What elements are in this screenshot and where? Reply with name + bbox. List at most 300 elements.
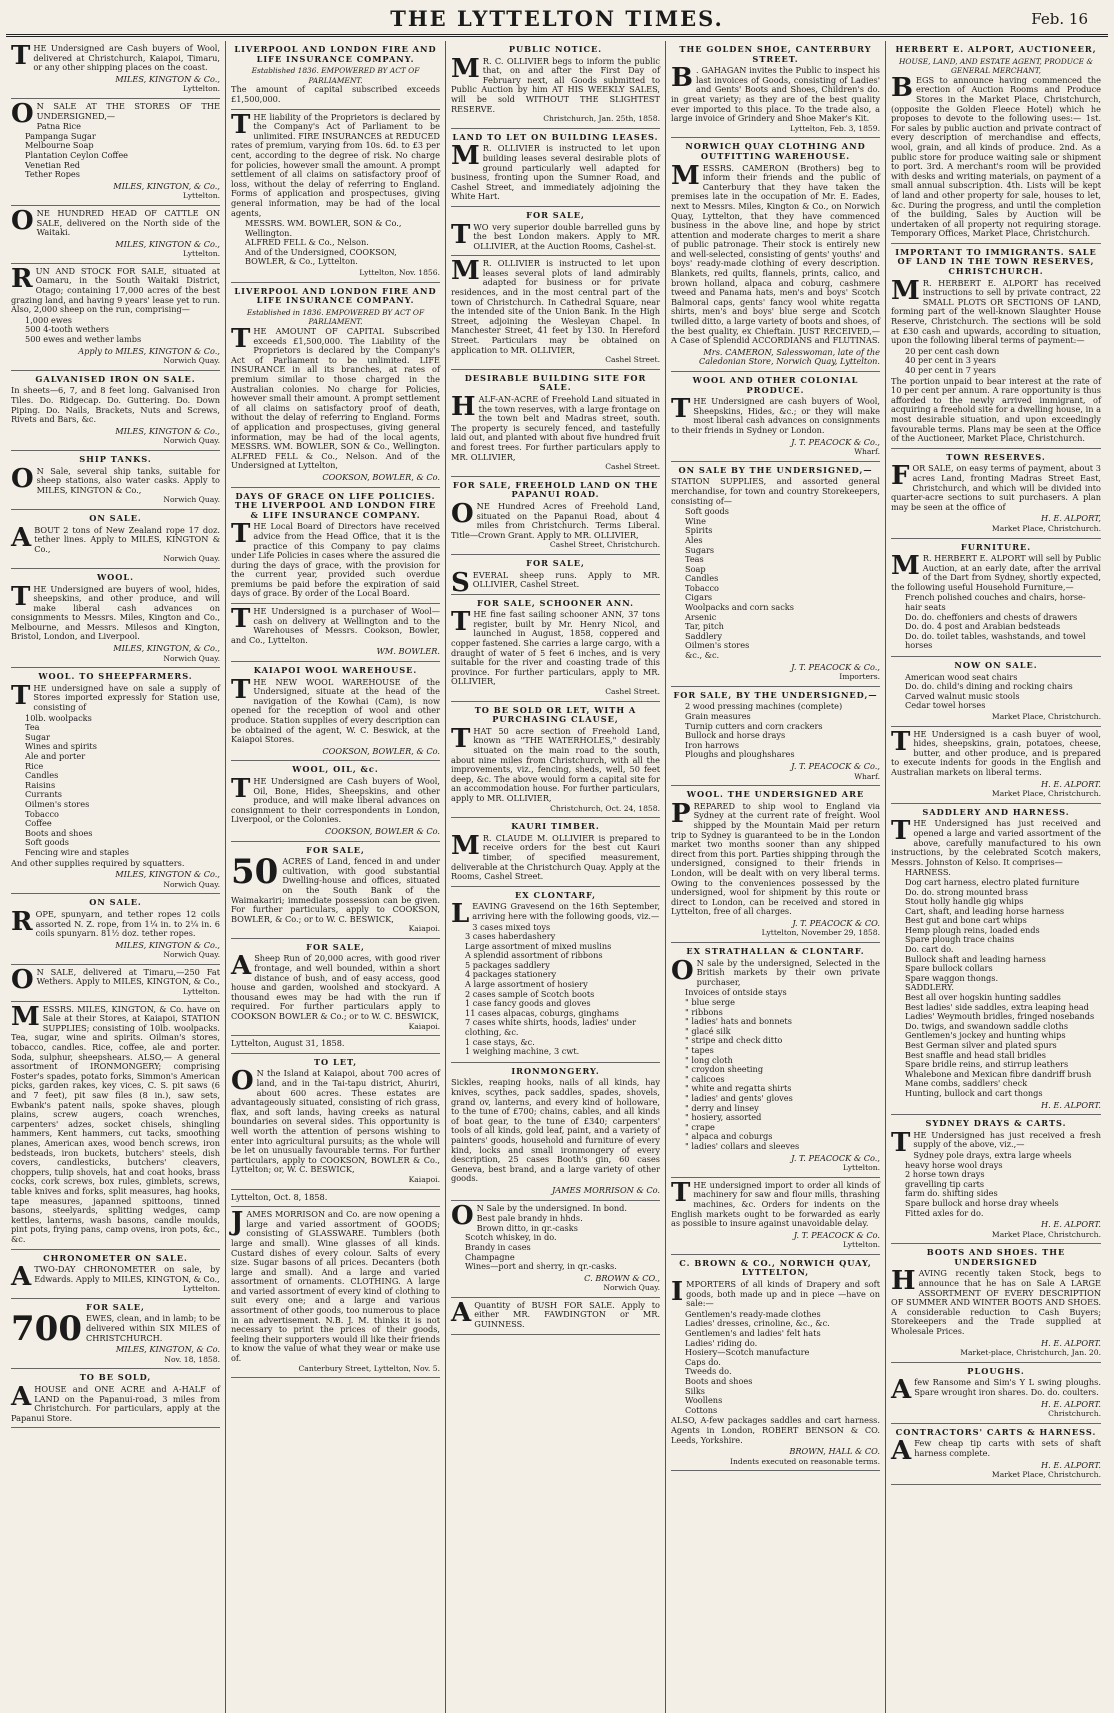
ad-body (671, 160, 880, 346)
ad-item: Arsenic (685, 611, 717, 622)
ad-drop-capital: O (231, 1066, 254, 1097)
ad-item: Iron harrows (685, 739, 740, 750)
ad-drop-capital: O (11, 205, 34, 236)
ad-body (891, 816, 1101, 867)
ad-body-text: R. HERBERT E. ALPORT will sell by Public Auction, at an early date, after the arrival of the Dart from Sydney, shortly expected, the following useful Household Furniture,— (891, 553, 1102, 592)
ad-item: Do. do. cheffoniers and chests of drawers (905, 611, 1078, 622)
ad-item: 40 per cent in 7 years (905, 365, 996, 375)
advertisement (231, 1054, 440, 1190)
advertisement (891, 657, 1101, 727)
ad-heading: CHRONOMETER ON SALE. (43, 1252, 188, 1263)
ad-drop-capital: T (231, 109, 251, 140)
ad-heading: ON SALE. (89, 897, 142, 908)
ad-item: Candles (685, 573, 719, 584)
ad-body-text: Sheep Run of 20,000 acres, with good river frontage, and well bounded, within a short distance of bush, and of easy access, good house and garden, woolshed and stockyard. A thousand ewes may be had with the run if required. For further particulars apply to COOKSON BOWLER & Co.; or to W. C. BESWICK, (231, 953, 440, 1022)
ad-place-date: Market Place, Christchurch. (991, 1470, 1101, 1480)
ad-item: Silks (685, 1385, 706, 1396)
advertisement (891, 449, 1101, 539)
ad-signature: H. E. ALPORT. (1041, 1459, 1101, 1470)
ad-body-text: HE undersigned import to order all kinds of machinery for saw and flour mills, thrashing machines, &c. Orders for indents on the English markets ought to be forwarded as early as possible to insure against unavoidable delay. (671, 1179, 880, 1229)
ad-item: Ladies' dresses, crinoline, &c., &c. (685, 1318, 830, 1329)
ad-item: farm do. shifting sides (905, 1188, 998, 1199)
ad-item: Bullock and horse drays (685, 730, 786, 741)
ad-item: Tea (25, 722, 40, 733)
ad-drop-capital: M (451, 830, 480, 861)
advertisement (231, 1190, 440, 1208)
ad-item: Tether Ropes (25, 169, 80, 180)
advertisement (891, 244, 1101, 449)
ad-item-list (245, 219, 440, 267)
ad-item: 5 packages saddlery (465, 959, 550, 970)
ad-signature: C. BROWN & CO., (584, 1272, 660, 1283)
ad-signature: COOKSON, BOWLER, & Co. (322, 471, 440, 482)
advertisement (11, 1250, 220, 1299)
ad-place-date: Lyttelton. (182, 987, 220, 997)
ad-item-list (685, 702, 880, 760)
ad-item: " blue serge (685, 997, 735, 1008)
ad-heading: PUBLIC NOTICE. (508, 44, 603, 54)
ad-item: " tapes (685, 1045, 714, 1055)
ad-drop-capital: T (231, 674, 251, 705)
ad-item: Wines—port and sherry, in qr.-casks. (465, 1261, 617, 1272)
ad-item: " ladies' hats and bonnets (685, 1016, 792, 1027)
ad-item: Best gut and bone cart whips (905, 915, 1027, 926)
ad-body-text: R. C. OLLIVIER begs to inform the public that, on and after the First Day of February next, all Goods submitted to Public Auction by him AT HIS WEEKLY SALES, will be sold WITHOUT THE SLIGHTEST RESERVE. (451, 55, 660, 114)
ad-body (231, 1207, 440, 1364)
ad-heading: PLOUGHS. (967, 1365, 1025, 1376)
ad-body-text: ESSRS. CAMERON (Brothers) beg to inform their friends and the public of Canterbury that they have taken the premises late in the occupation of Mr. E. Eades, next to Messrs. Miles, Kington & Co., on Norwich Quay, Lyttelton, that they have commenced business in the above line, and hope by strict attention and moderate charges to merit a share of public patronage. Their stock is entirely new and well-selected, consisting of gents' youths' and boys' ready-made clothing of every description. Blankets, red quilts, flannels, prints, calico, and brown holland, alpaca and coburg, cashmere tweed and Panama hats, men's and boys' Scotch Balmoral caps, gents' fancy wool white regatta shirts, men's and boys' blue serge and Scotch twilled ditto, a large variety of boots and shoes, of the best quality, ex Chieftain. JUST RECEIVED,— A Case of Splendid ACCORDIANS and FLUTINAS. (671, 162, 880, 346)
ad-signature: H. E. ALPORT, (1041, 513, 1101, 524)
ad-body (451, 567, 660, 598)
ad-body-text: HE Undersigned are Cash buyers of Wool, delivered at Christchurch, Kaiapoi, Timaru, or any other shipping places on the coast. (33, 43, 220, 73)
ad-signature: MILES, KINGTON, & Co., (113, 643, 220, 654)
ad-signature: Apply to MILES, KINGTON & Co., (78, 345, 220, 356)
ad-item: Scotch whiskey, in do. (465, 1232, 557, 1243)
ad-item: 4 packages stationery (465, 969, 557, 980)
ad-heading: TOWN RESERVES. (946, 451, 1046, 462)
ad-drop-capital: O (11, 463, 34, 494)
advertisement (451, 256, 660, 370)
advertisement (231, 283, 440, 488)
ad-heading: WOOL. THE UNDERSIGNED ARE (686, 789, 865, 800)
ad-place-date: Wharf. (854, 447, 880, 457)
ad-item: 2 horse town drays (905, 1169, 985, 1180)
ad-body-text: HE fine fast sailing schooner ANN, 37 tons register, built by Mr. Henry Nicol, and launched in August, 1858, coppered and copper fastened. She carries a large cargo, with a draught of water of 5 feet 6 inches, and is very suitable for the river and coasting trade of this province. For further particulars, apply to MR. OLLIVIER, (451, 609, 660, 687)
ad-item: Oilmen's stores (685, 640, 750, 651)
ad-item-list (905, 1151, 1101, 1218)
ad-large-number: 50 (231, 852, 279, 893)
ad-item: Carved walnut music stools (905, 690, 1020, 701)
ad-item: Gentlemen's jockey and hunting whips (905, 1030, 1066, 1041)
ad-body-text: TWO-DAY CHRONOMETER on sale, by Edwards. Apply to MILES, KINGTON, & Co., (34, 1264, 220, 1284)
ad-body (451, 607, 660, 687)
ad-body (231, 324, 440, 471)
ad-drop-capital: O (11, 964, 34, 995)
ad-item-list (685, 1310, 880, 1416)
ad-place-date: Lyttelton, Nov. 1856. (359, 268, 440, 278)
ad-body-text: EGS to announce having commenced the erection of Auction Rooms and Produce Stores in the Market Place, Christchurch, (opposite the Golden Fleece Hotel) which he proposes to devote to the following uses:— 1st. For sales by public auction and private contract of every description of merchandise and effects, wool, grain, and all kinds of produce. 2nd. As a public store for produce waiting sale or shipment to port. 3rd. A merchant's room will be provided with desks and writing materials, on payment of a small annual subscription. 4th. Lists will be kept of land and other property for sale, houses to let, &c. During the progress, and until the completion of the building, Sales by Auction will be undertaken of all property not requiring storage. Temporary Offices, Market Place, Christchurch. (891, 74, 1101, 239)
page-header-date: Feb. 16 (1031, 10, 1088, 28)
advertisement-columns (6, 41, 1108, 1713)
ad-drop-capital: T (891, 1127, 911, 1158)
ad-item: Spare plough trace chains (905, 934, 1015, 945)
ad-item-list (465, 1214, 660, 1272)
ad-heading: TO BE SOLD OR LET, WITH A PURCHASING CLAUSE, (474, 704, 637, 725)
ad-item: Sugar (25, 731, 50, 742)
ad-heading: DAYS OF GRACE ON LIFE POLICIES. THE LIVERPOOL AND LONDON FIRE & LIFE INSURANCE COMPANY. (234, 490, 437, 520)
ad-body-text: HE Undersigned has just received a fresh supply of the above, viz.,— (913, 1129, 1101, 1150)
ad-large-number: 700 (11, 1309, 82, 1350)
ad-place-date: Norwich Quay. (163, 554, 220, 564)
ad-item: Spare bullock and horse dray wheels (905, 1197, 1059, 1208)
ad-item-list (465, 923, 660, 1057)
ad-item: Do. do. strong mounted brass (905, 886, 1028, 897)
ad-heading: C. BROWN & CO., NORWICH QUAY, LYTTELTON, (679, 1257, 872, 1278)
ad-place-date: Market-place, Christchurch, Jan. 20. (960, 1348, 1101, 1358)
ad-drop-capital: A (451, 1297, 472, 1328)
ad-signature: J. T. PEACOCK & Co., (791, 760, 880, 771)
ad-body-text: R. OLLIVIER is instructed to let upon building leases several desirable plots of ground particularly well adapted for business, fronting upon the Sumner Road, and Cashel Street, and immediately adjoining the White Hart. (451, 143, 660, 202)
ad-place-date: Christchurch, Jan. 25th, 1858. (543, 114, 660, 124)
ad-body-text: N SALE, delivered at Timaru,—250 Fat Wethers. Apply to MILES, KINGTON, & Co., (36, 966, 220, 987)
ad-drop-capital: M (891, 275, 920, 306)
ad-drop-capital: R (11, 906, 33, 937)
ad-item: Gentlemen's and ladies' felt hats (685, 1328, 821, 1339)
advertisement (891, 727, 1101, 804)
ad-item: " ribbons (685, 1006, 723, 1017)
ad-signature: JAMES MORRISON & Co. (551, 1184, 660, 1195)
ad-heading: TO BE SOLD, (79, 1372, 152, 1383)
ad-item: 1 case stays, &c. (465, 1036, 535, 1047)
ad-body (231, 951, 440, 1022)
ad-body-text: . GAHAGAN invites the Public to inspect his last invoices of Goods, consisting of Ladies' and Gents' Boots and Shoes, Children's do. in great variety; as they are of the best quality ever imported to this place. To the trade also, a large invoice of Grindery and Shoe Maker's Kit. (671, 65, 880, 124)
ad-item-list (25, 122, 220, 180)
advertisement (451, 1063, 660, 1201)
advertisement (231, 41, 440, 110)
ad-place-date: Kaiapoi. (408, 924, 440, 934)
ad-item: Boots and shoes (685, 1376, 753, 1386)
advertisement (231, 110, 440, 283)
ad-heading: FOR SALE, SCHOONER ANN. (476, 597, 635, 608)
ad-item: Wine (685, 515, 707, 526)
ad-body-text: HE Undersigned has just received and opened a large and varied assortment of the above, carefully manufactured to his own instructions, by the celebrated Scotch makers, Messrs. Johnston of Kelso. It comprises— (891, 818, 1101, 867)
ad-heading: LIVERPOOL AND LONDON FIRE AND LIFE INSURANCE COMPANY. (234, 285, 437, 306)
ad-signature: H. E. ALPORT. (1041, 1099, 1101, 1110)
advertisement (451, 207, 660, 256)
ad-drop-capital: H (451, 392, 476, 422)
ad-place-date: Norwich Quay. (163, 495, 220, 505)
ad-drop-capital: T (231, 604, 251, 635)
ad-body-text: EVERAL sheep runs. Apply to MR. OLLIVIER, Cashel Street. (472, 569, 660, 590)
ad-drop-capital: M (891, 551, 920, 582)
ad-item: 2 wood pressing machines (complete) (685, 701, 843, 712)
ad-item: Tweeds do. (685, 1366, 732, 1377)
ad-body-text: EAVING Gravesend on the 16th September, arriving here with the following goods, viz.— (472, 901, 660, 921)
ad-drop-capital: J (231, 1207, 244, 1238)
ad-item: Hosiery—Scotch manufacture (685, 1347, 810, 1358)
ad-heading: SYDNEY DRAYS & CARTS. (925, 1118, 1067, 1129)
ad-item: Ploughs and ploughshares (685, 749, 795, 760)
ad-body-text: HE AMOUNT OF CAPITAL Subscribed exceeds £1,500,000. The Liability of the Proprietors is declared by the Company's Act of Parliament to be unlimited. LIFE INSURANCE in all its branches, at rates of premium similar to those charged in the Australian colonies. No charge for Policies, however small their amount. A prompt settlement of all claims on satisfactory proof of death, without the delay of referring to England. Forms of application and prospectuses, giving general information, may be had of the local agents, MESSRS. WM. BOWLER, SON & Co., Wellington. ALFRED FELL & Co., Nelson. And of the Undersigned at Lyttelton, (231, 326, 440, 471)
ad-drop-capital: F (891, 461, 910, 492)
ad-heading: FOR SALE, (306, 941, 365, 952)
advertisement (231, 488, 440, 605)
ad-body (451, 53, 660, 115)
ad-signature: MILES, KINGTON, & Co. (115, 1344, 220, 1355)
ad-drop-capital: M (451, 141, 480, 172)
ad-body (11, 680, 220, 713)
ad-note: Lyttelton, August 31, 1858. (231, 1038, 345, 1049)
ad-item: &c., &c. (685, 650, 720, 661)
ad-heading: TO LET, (313, 1056, 358, 1067)
ad-body-text: REPARED to ship wool to England via Sydney at the current rate of freight. Wool shipped by the Mountain Maid per return trip to Sydney is guaranteed to be in the London market two months sooner than any shipped direct from this port. Parties shipping through the undersigned, consigned to their friends in London, will be dealt with on very liberal terms. Owing to the conveniences possessed by the undersigned, wool for shipment by this route or direct to London, can be received and stored in Lyttelton, free of all charges. (671, 800, 880, 917)
advertisement (891, 1363, 1101, 1424)
ad-drop-capital: T (671, 1177, 691, 1208)
ad-item: Caps do. (685, 1356, 721, 1367)
ad-place-date: Norwich Quay. (163, 879, 220, 889)
ad-heading: FOR SALE, (306, 844, 365, 855)
advertisement (11, 451, 220, 510)
ad-body-text: N Sale by the undersigned. In bond. (476, 1202, 628, 1213)
ad-item: 500 4-tooth wethers (25, 324, 109, 335)
ad-body (231, 674, 440, 745)
ad-item: " alpaca and coburgs (685, 1131, 773, 1142)
ad-signature: H. E. ALPORT. (1041, 1219, 1101, 1230)
ad-drop-capital: T (231, 773, 251, 804)
advertisement (11, 569, 220, 668)
ad-place-date: Lyttelton, Feb. 3, 1859. (789, 123, 880, 133)
ad-item: Currants (25, 789, 63, 800)
ad-body (11, 41, 220, 73)
ad-place-date: Lyttelton. (842, 1240, 880, 1250)
ad-place-date: Norwich Quay. (163, 653, 220, 663)
ad-heading: EX STRATHALLAN & CLONTARF. (686, 946, 865, 957)
ad-drop-capital: A (891, 1375, 912, 1406)
ad-heading: SADDLERY AND HARNESS. (922, 806, 1070, 817)
ad-item: Spirits (685, 525, 713, 536)
advertisement (451, 1298, 660, 1335)
ad-heading: LAND TO LET ON BUILDING LEASES. (452, 131, 659, 142)
ad-signature: J. T. PEACOCK & Co. (793, 1229, 880, 1240)
ad-heading: FOR SALE, FREEHOLD LAND ON THE PAPANUI ROAD. (452, 479, 659, 500)
ad-body (231, 1066, 440, 1175)
advertisement (671, 138, 880, 372)
ad-heading: IRONMONGERY. (511, 1065, 600, 1076)
ad-place-date: Norwich Quay. (163, 356, 220, 366)
ad-place-date: Norwich Quay. (163, 950, 220, 960)
advertisement (891, 41, 1101, 244)
ad-item: Cedar towel horses (905, 700, 986, 711)
ad-place-date: Nov. 18, 1858. (164, 1354, 220, 1364)
ad-item: 11 cases alpacas, coburgs, ginghams (465, 1007, 619, 1018)
ad-signature: Mrs. CAMERON, Salesswoman, late of the Caledonian Store, Norwich Quay, Lyttelton. (699, 346, 880, 367)
ad-item: Melbourne Soap (25, 140, 94, 151)
ad-item: Best German silver and plated spurs (905, 1040, 1057, 1050)
ad-item: Do. cart do. (905, 944, 954, 955)
advertisement (891, 1244, 1101, 1363)
advertisement (11, 965, 220, 1002)
ad-item: SADDLERY. (905, 982, 954, 993)
ad-heading: NOW ON SALE. (954, 660, 1038, 671)
ad-item: ALFRED FELL & Co., Nelson. (245, 237, 369, 248)
advertisement (11, 668, 220, 894)
ad-drop-capital: R (11, 263, 33, 294)
ad-item: Soft goods (25, 837, 70, 848)
ad-item: MESSRS. WM. BOWLER, SON & Co., Wellington. (245, 218, 402, 238)
ad-body (451, 498, 660, 540)
ad-heading: HERBERT E. ALPORT, AUCTIONEER, (895, 44, 1097, 54)
ad-item: HARNESS. (905, 867, 951, 878)
ad-item: A splendid assortment of ribbons (465, 950, 603, 961)
ad-body-text: ESSRS. MILES, KINGTON, & Co. have on Sale at their Stores, at Kaiapoi, STATION SUPPLIES; consisting of 10lb. woolpacks. Tea, sugar, wine and spirits. Oilman's stores, tobacco, candles. Rice, coffee, ale and porter. Soda, sulphur, sheepshears. ALSO,— A general assortment of IRONMONGERY; comprising Foster's spades, potato forks, Simmon's American picks, garden rakes, key vices, C. S. pit saws (6 and 7 feet), pit saw files (8 in.), saw sets, Ewbank's patent nails, spoke shaves, plough plains, screw augers, coach wrenches, carpenters' adzes, socket chisels, shingling hammers, Kent hammers, cut tacks, smoothing planes, American axes, wood bench screws, iron bedsteads, iron buckets, butchers' steels, dish covers, candlesticks, butchers' cleavers, choppers, tulip shovels, hat and coat hooks, brass cocks, cork screws, box rules, gimblets, screws, table knives and forks, split measures, hag hooks, tape measures, japanned spittoons, tinned basons, steelyards, splitting wedges, camp kettles, lanterns, wash basons, candle moulds, pint pots, frying pans, camp ovens, iron pots, &c., &c. (11, 1003, 220, 1244)
ad-item: Best ladies' side saddles, extra leaping head (905, 1001, 1089, 1012)
ad-item: Raisins (25, 779, 56, 790)
ad-item-list (905, 673, 1101, 711)
ad-note: The portion unpaid to bear interest at the rate of 10 per cent per annum. A rare opportunity is thus afforded to the newly arrived immigrant, of acquiring a freehold site for a dwelling house, in a most desirable situation, and upon exceedingly favourable terms. Plans may be seen at the Office of the Auctioneer, Market Place, Christchurch. (891, 375, 1101, 444)
column-3 (446, 41, 666, 1713)
ad-body-text: Quantity of BUSH FOR SALE. Apply to either MR. FAWDINGTON or MR. GUINNESS. (474, 1299, 660, 1330)
ad-item: Turnip cutters and corn crackers (685, 720, 823, 731)
ad-item: Do. do. toilet tables, washstands, and towel horses (905, 630, 1086, 651)
ad-item: Invoices of ontside stays (685, 987, 787, 998)
ad-body (891, 551, 1102, 592)
ad-heading: SHIP TANKS. (79, 453, 152, 464)
ad-item: Fitted axles for do. (905, 1207, 984, 1218)
ad-item: " white and regatta shirts (685, 1083, 792, 1094)
ad-signature: J. T. PEACOCK & Co., (791, 661, 880, 672)
advertisement (671, 943, 880, 1178)
ad-body (11, 906, 220, 939)
advertisement (11, 99, 220, 206)
advertisement (451, 477, 660, 555)
ad-drop-capital: T (11, 41, 31, 71)
ad-drop-capital: S (451, 567, 470, 598)
ad-body (451, 1078, 660, 1184)
ad-item: Saddlery (685, 630, 722, 641)
advertisement (451, 702, 660, 819)
ad-body (231, 85, 440, 104)
ad-body-text: HE Undersigned are buyers of wool, hides, sheepskins, and other produce, and will make liberal cash advances on consignments to Messrs. Miles, Kington and Co., Melbourne, and Messrs. Milesos and Kington, Bristol, London, and Liverpool. (11, 583, 220, 642)
ad-item: " hosiery, assorted (685, 1112, 762, 1123)
ad-item: " ladies' collars and sleeves (685, 1140, 800, 1151)
ad-item: Fencing wire and staples (25, 846, 129, 857)
column-4 (666, 41, 886, 1713)
ad-drop-capital: A (891, 1436, 912, 1467)
ad-item: Rice (25, 760, 44, 771)
advertisement (451, 887, 660, 1063)
ad-item: Cart, shaft, and leading horse harness (905, 905, 1065, 916)
ad-body-text: Few cheap tip carts with sets of shaft harness complete. (914, 1438, 1101, 1458)
ad-item: " long cloth (685, 1054, 733, 1065)
ad-body-text: R. CLAUDE M. OLLIVIER is prepared to receive orders for the best cut Kauri timber, of specified measurement, deliverable at the Christchurch Quay. Apply at the Rooms, Cashel Street. (451, 832, 660, 882)
ad-heading: THE GOLDEN SHOE, CANTERBURY STREET. (679, 44, 872, 64)
ad-item: Cigars (685, 592, 713, 603)
ad-body-text: HAT 50 acre section of Freehold Land, known as "THE WATERHOLES," desirably situated on the main road to the south, about nine miles from Christchurch, with all the improvements, viz., fencing, sheds, well, 50 feet deep, &c. The above would form a capital site for an accommodation house. For further particulars, apply to MR. OLLIVIER, (451, 725, 660, 803)
ad-drop-capital: M (451, 256, 480, 287)
advertisement (671, 1178, 880, 1255)
ad-item: Whalebone and Mexican fibre dandriff brush (905, 1068, 1092, 1079)
advertisement (11, 371, 220, 451)
ad-drop-capital: T (671, 394, 691, 425)
ad-drop-capital: T (451, 607, 471, 638)
advertisement (451, 370, 660, 477)
ad-body-text: R. HERBERT E. ALPORT has received instructions to sell by private contract, 22 SMALL PLOTS OR SECTIONS OF LAND, forming part of the well-known Slaughter House Reserve, Christchurch. The sections will be sold at £30 cash and upwards, according to situation, upon the following liberal terms of payment:— (891, 277, 1101, 346)
ad-body (671, 394, 880, 435)
ad-drop-capital: L (451, 899, 470, 930)
ad-drop-capital: A (11, 522, 32, 553)
ad-body (231, 773, 440, 825)
advertisement (231, 1036, 440, 1054)
ad-body-text: OR SALE, on easy terms of payment, about 3 acres Land, fronting Madras Street East, Christchurch, and which will be divided into quarter-acre sections to suit purchasers. A plan may be seen at the office of (891, 463, 1101, 512)
ad-place-date: Market Place, Christchurch. (991, 1229, 1101, 1239)
advertisement (671, 687, 880, 786)
ad-heading: WOOL, OIL, &c. (292, 764, 379, 775)
ad-item: " croydon sheeting (685, 1064, 764, 1075)
ad-place-date: Lyttelton. (182, 1284, 220, 1294)
ad-place-date: Wharf. (854, 771, 880, 781)
ad-signature: COOKSON, BOWLER, & Co. (322, 745, 440, 756)
ad-subheading: Established 1836. EMPOWERED BY ACT OF PARLIAMENT. (251, 66, 420, 85)
ad-item: Coffee (25, 818, 52, 829)
ad-drop-capital: T (451, 723, 471, 754)
ad-item: Pampanga Sugar (25, 130, 96, 141)
ad-signature: J. T. PEACOCK & CO. (792, 917, 880, 928)
ad-drop-capital: O (671, 955, 694, 986)
advertisement (451, 1201, 660, 1298)
ad-item: Do. do. child's dining and rocking chairs (905, 681, 1073, 692)
ad-item: 2 cases sample of Scotch boots (465, 988, 595, 999)
ad-signature: H. E. ALPORT. (1041, 1398, 1101, 1409)
ad-body (11, 386, 220, 424)
ad-place-date: Canterbury Street, Lyttelton, Nov. 5. (298, 1363, 440, 1373)
ad-item: 3 cases mixed toys (472, 921, 551, 932)
ad-body-text: HOUSE and ONE ACRE and A-HALF of LAND on the Papanui-road, 3 miles from Christchurch. For particulars, apply at the Papanui Store. (11, 1384, 220, 1423)
ad-signature: H. E. ALPORT. (1041, 778, 1101, 789)
ad-body (891, 461, 1101, 512)
ad-heading: GALVANISED IRON ON SALE. (35, 373, 196, 384)
ad-place-date: Christchurch, Oct. 24, 1858. (550, 803, 660, 813)
ad-item: Grain measures (685, 711, 751, 721)
ad-drop-capital: O (451, 1200, 474, 1231)
ad-signature: MILES, KINGTON & Co., (115, 425, 220, 436)
ad-body-text: N SALE AT THE STORES OF THE UNDERSIGNED,— (36, 100, 220, 121)
ad-body (11, 263, 220, 315)
advertisement (11, 510, 220, 569)
ad-item: Oilmen's stores (25, 798, 90, 809)
ad-body-text: OPE, spunyarn, and tether ropes 12 coils assorted N. Z. rope, from 1¼ in. to 2¼ in. 6 coils spunyarn. 81½ doz. tether ropes. (35, 908, 220, 939)
ad-body-text: HE Undersigned are cash buyers of Wool, Sheepskins, Hides, &c.; or they will make most liberal cash advances on consignments to their friends in Sydney or London. (671, 396, 880, 435)
ad-body-text: N Sale, several ship tanks, suitable for sheep stations, also water casks. Apply to MILES, KINGTON & Co., (36, 465, 220, 495)
advertisement (11, 1369, 220, 1428)
ad-subheading: HOUSE, LAND, AND ESTATE AGENT, PRODUCE & GENERAL MERCHANT, (898, 56, 1093, 76)
ad-item: " stripe and check ditto (685, 1035, 783, 1046)
ad-item: Mane combs, saddlers' check (905, 1078, 1028, 1089)
ad-signature: MILES, KINGTON & Co., (115, 939, 220, 950)
ad-body (451, 141, 660, 202)
ad-place-date: Cashel Street, Christchurch. (549, 540, 660, 550)
newspaper-title: THE LYTTELTON TIMES. (390, 6, 724, 31)
ad-body-text: AMES MORRISON and Co. are now opening a large and varied assortment of GOODS; consisting of GLASSWARE. Tumblers (both large and small). Wine glasses of all kinds. Custard dishes of every colour. Salts of every size. Sugar basons of all prices. Decanters (both large and small). And a large and varied assortment of ornaments. CLOTHING. A large and varied assortment of every kind of clothing to suit every one; and a large and various assortment of other goods, too numerous to place in an advertisement. N.B. J. M. thinks it is not necessary to print the prices of their goods, feeling their supporters would ill like their friends to know the value of what they wear or make use of. (231, 1209, 440, 1364)
ad-drop-capital: T (451, 219, 471, 250)
ad-item: " derry and linsey (685, 1102, 759, 1113)
ad-place-date: Market Place, Christchurch. (991, 523, 1101, 533)
ad-item: Sugars (685, 544, 715, 555)
ad-drop-capital: T (231, 519, 251, 550)
ad-drop-capital: A (11, 1382, 32, 1413)
ad-item: And of the Undersigned, COOKSON, BOWLER, & Co., Lyttelton. (245, 246, 397, 267)
ad-item: Spare bullock collars (905, 963, 993, 974)
ad-item: heavy horse wool drays (905, 1159, 1003, 1170)
